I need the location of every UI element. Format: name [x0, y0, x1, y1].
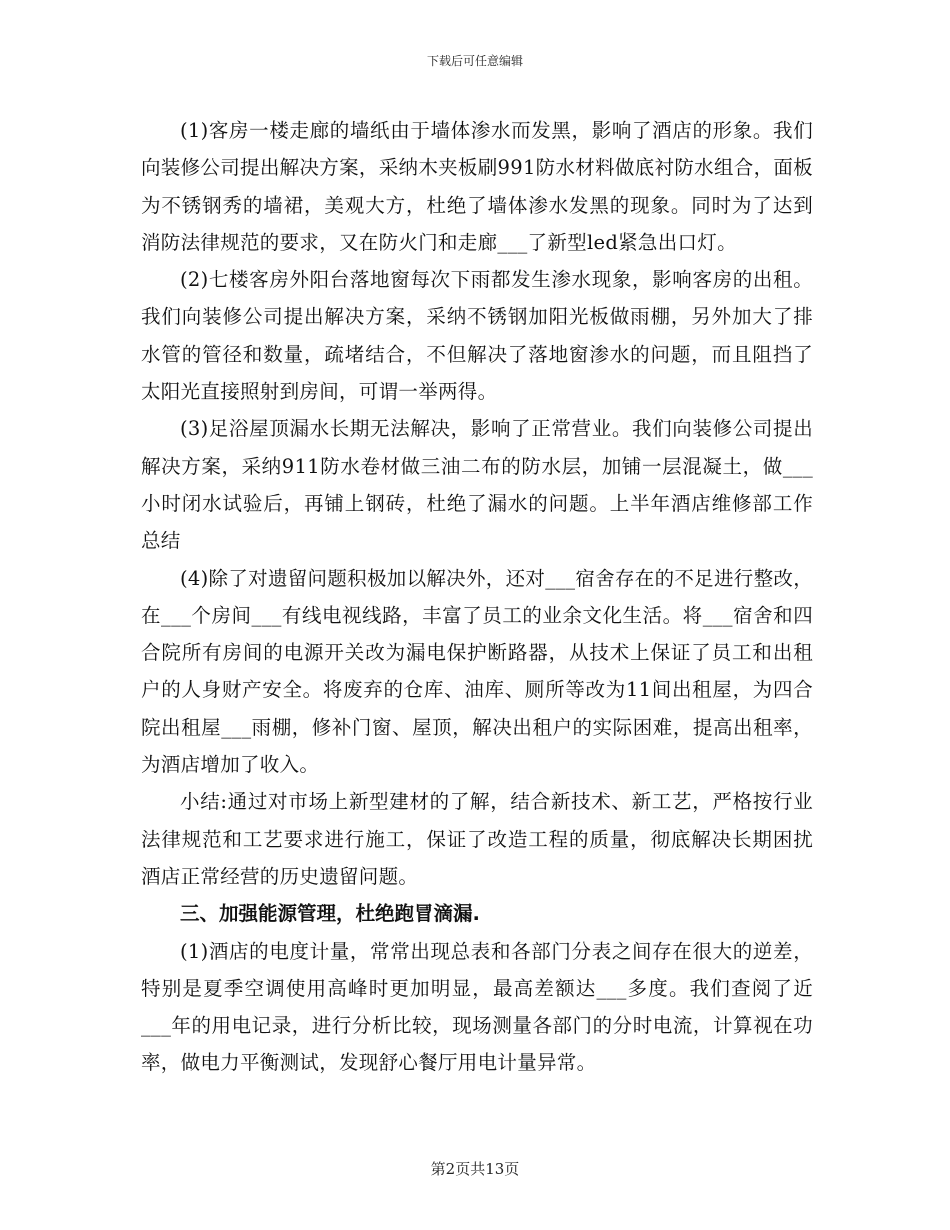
section-paragraph-1: (1)酒店的电度计量，常常出现总表和各部门分表之间存在很大的逆差，特别是夏季空调使用高峰时更加明显，最高差额达___多度。我们查阅了近___年的用电记录，进行分析比较，现场测量各部门的分时电流，计算视在功率，做电力平衡测试，发现舒心餐厅用电计量异常。 — [141, 939, 813, 1075]
page-footer: 第2页共13页 — [430, 1160, 520, 1178]
page-header: 下载后可任意编辑 — [426, 54, 523, 68]
paragraph-1: (1)客房一楼走廊的墙纸由于墙体渗水而发黑，影响了酒店的形象。我们向装修公司提出解决方案，采纳木夹板刷991防水材料做底衬防水组合，面板为不锈钢秀的墙裙，美观大方，杜绝了墙体渗水发黑的现象。同时为了达到消防法律规范的要求，又在防火门和走廊___了新型led紧急出口灯。 — [141, 119, 813, 254]
paragraph-4: (4)除了对遗留问题积极加以解决外，还对___宿舍存在的不足进行整改，在___个房间___有线电视线路，丰富了员工的业余文化生活。将___宿舍和四合院所有房间的电源开关改为漏电保护断路器，从技术上保证了员工和出租户的人身财产安全。将废弃的仓库、油库、厕所等改为11间出租屋，为四合院出租屋___雨棚，修补门窗、屋顶，解决出租户的实际困难，提高出租率，为酒店增加了收入。 — [141, 566, 813, 777]
document-body — [141, 112, 813, 1082]
paragraph-3: (3)足浴屋顶漏水长期无法解决，影响了正常营业。我们向装修公司提出解决方案，采纳911防水卷材做三油二布的防水层，加铺一层混凝土，做___小时闭水试验后，再铺上钢砖，杜绝了漏水的问题。上半年酒店维修部工作总结 — [141, 417, 813, 553]
summary-paragraph: 小结:通过对市场上新型建材的了解，结合新技术、新工艺，严格按行业法律规范和工艺要求进行施工，保证了改造工程的质量，彻底解决长期困扰酒店正常经营的历史遗留问题。 — [141, 790, 813, 888]
section-heading: 三、加强能源管理，杜绝跑冒滴漏. — [180, 902, 480, 926]
paragraph-2: (2)七楼客房外阳台落地窗每次下雨都发生渗水现象，影响客房的出租。我们向装修公司提出解决方案，采纳不锈钢加阳光板做雨棚，另外加大了排水管的管径和数量，疏堵结合，不但解决了落地窗渗水的问题，而且阻挡了太阳光直接照射到房间，可谓一举两得。 — [141, 268, 813, 404]
